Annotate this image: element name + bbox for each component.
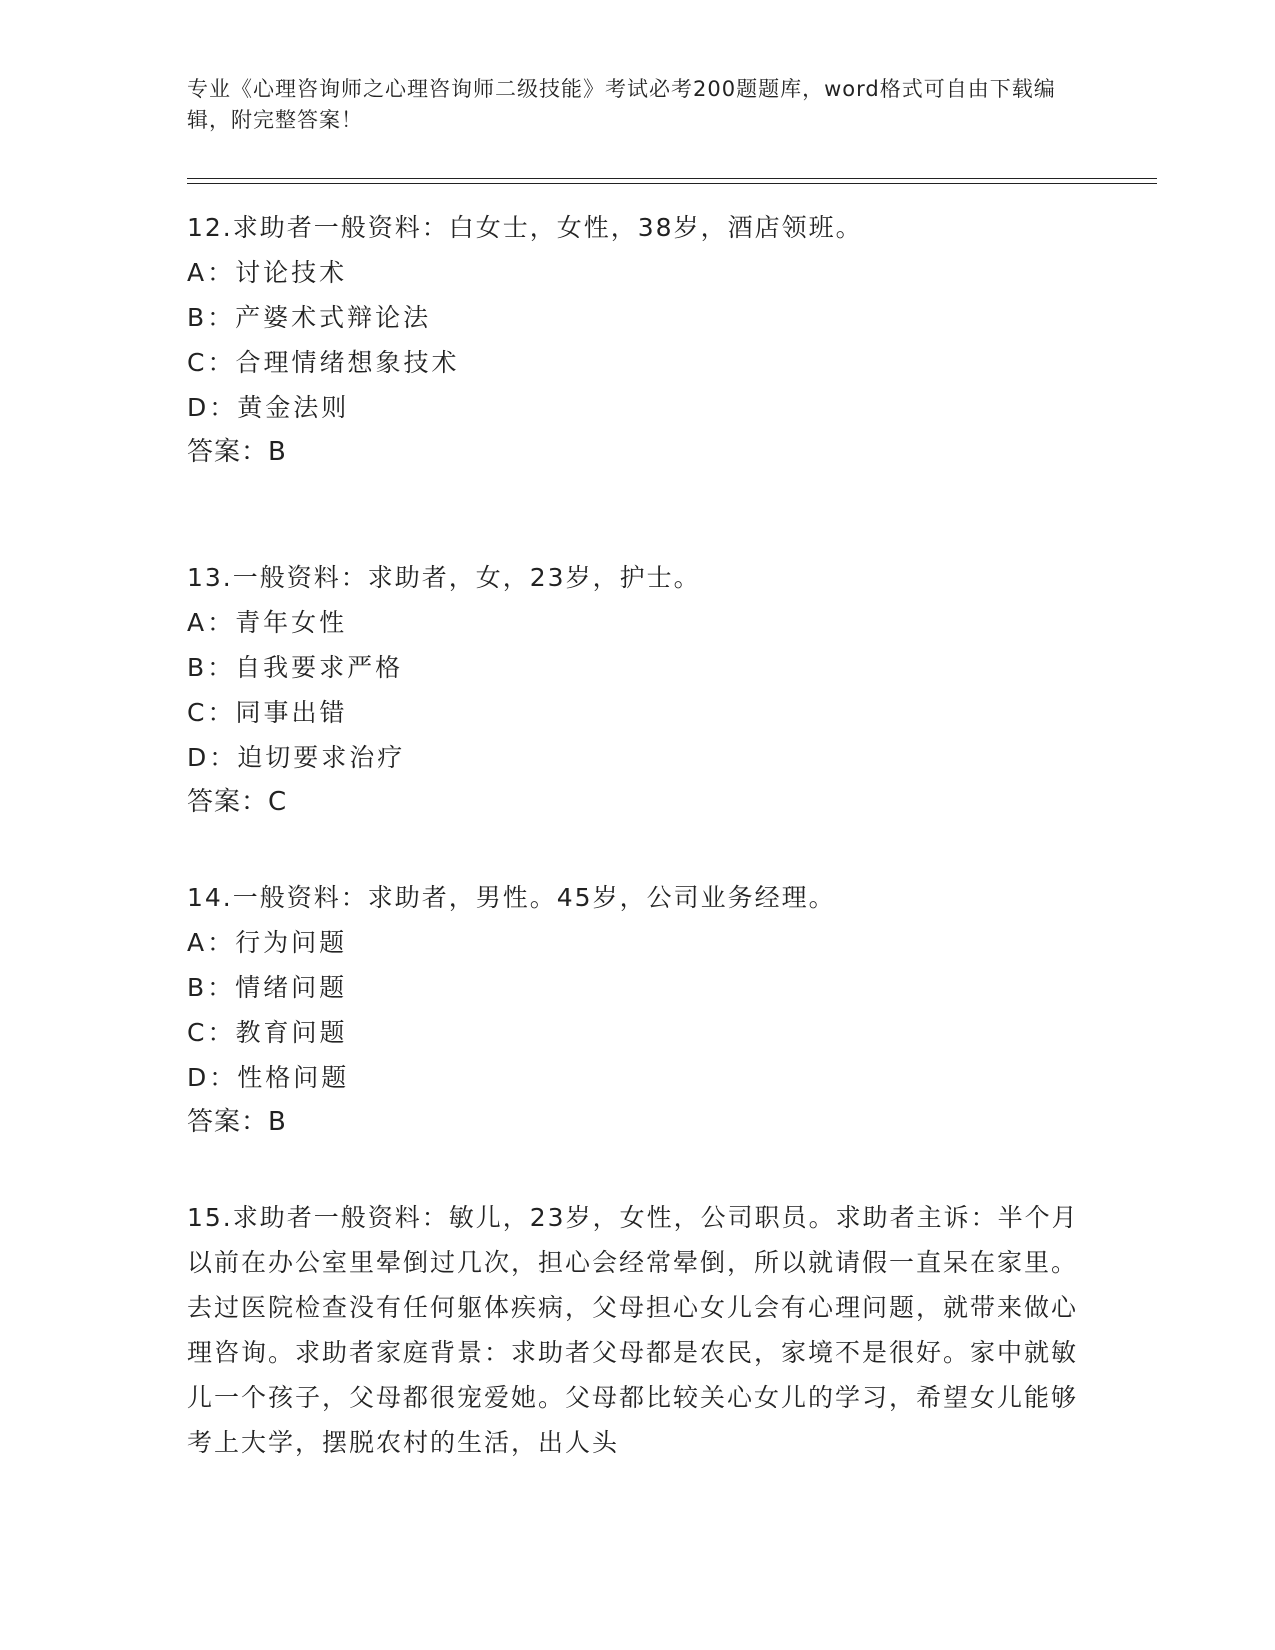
option-d: D：黄金法则 [187,393,350,422]
question-title: 14.一般资料：求助者，男性。45岁，公司业务经理。 [187,883,836,912]
header-divider-bottom [187,183,1157,184]
answer-line: 答案：B [187,437,287,467]
option-c: C：教育问题 [187,1018,348,1047]
answer-line: 答案：B [187,1107,287,1137]
option-a: A：讨论技术 [187,258,348,287]
question-12 [187,205,1087,475]
option-c: C：合理情绪想象技术 [187,348,460,377]
option-a: A：行为问题 [187,928,348,957]
option-b: B：情绪问题 [187,973,348,1002]
option-b: B：自我要求严格 [187,653,404,682]
question-title: 12.求助者一般资料：白女士，女性，38岁，酒店领班。 [187,213,863,242]
question-14 [187,875,1087,1145]
question-title: 13.一般资料：求助者，女，23岁，护士。 [187,563,701,592]
option-d: D：性格问题 [187,1063,350,1092]
question-title: 15.求助者一般资料：敏儿，23岁，女性，公司职员。求助者主诉：半个月以前在办公室里晕倒过几次，担心会经常晕倒，所以就请假一直呆在家里。去过医院检查没有任何躯体疾病，父母担心女儿会有心理问题，就带来做心理咨询。求助者家庭背景：求助者父母都是农民，家境不是很好。家中就敏儿一个孩子，父母都很宠爱她。父母都比较关心女儿的学习，希望女儿能够考上大学，摆脱农村的生活，出人头 [187,1203,1079,1457]
header-divider-top [187,178,1157,179]
option-b: B：产婆术式辩论法 [187,303,432,332]
document-header [187,74,1067,136]
question-13 [187,555,1087,825]
option-a: A：青年女性 [187,608,348,637]
option-c: C：同事出错 [187,698,348,727]
header-intro-text: 专业《心理咨询师之心理咨询师二级技能》考试必考200题题库，word格式可自由下载编辑，附完整答案！ [187,77,1056,132]
answer-line: 答案：C [187,787,288,817]
option-d: D：迫切要求治疗 [187,743,406,772]
question-15 [187,1195,1087,1465]
